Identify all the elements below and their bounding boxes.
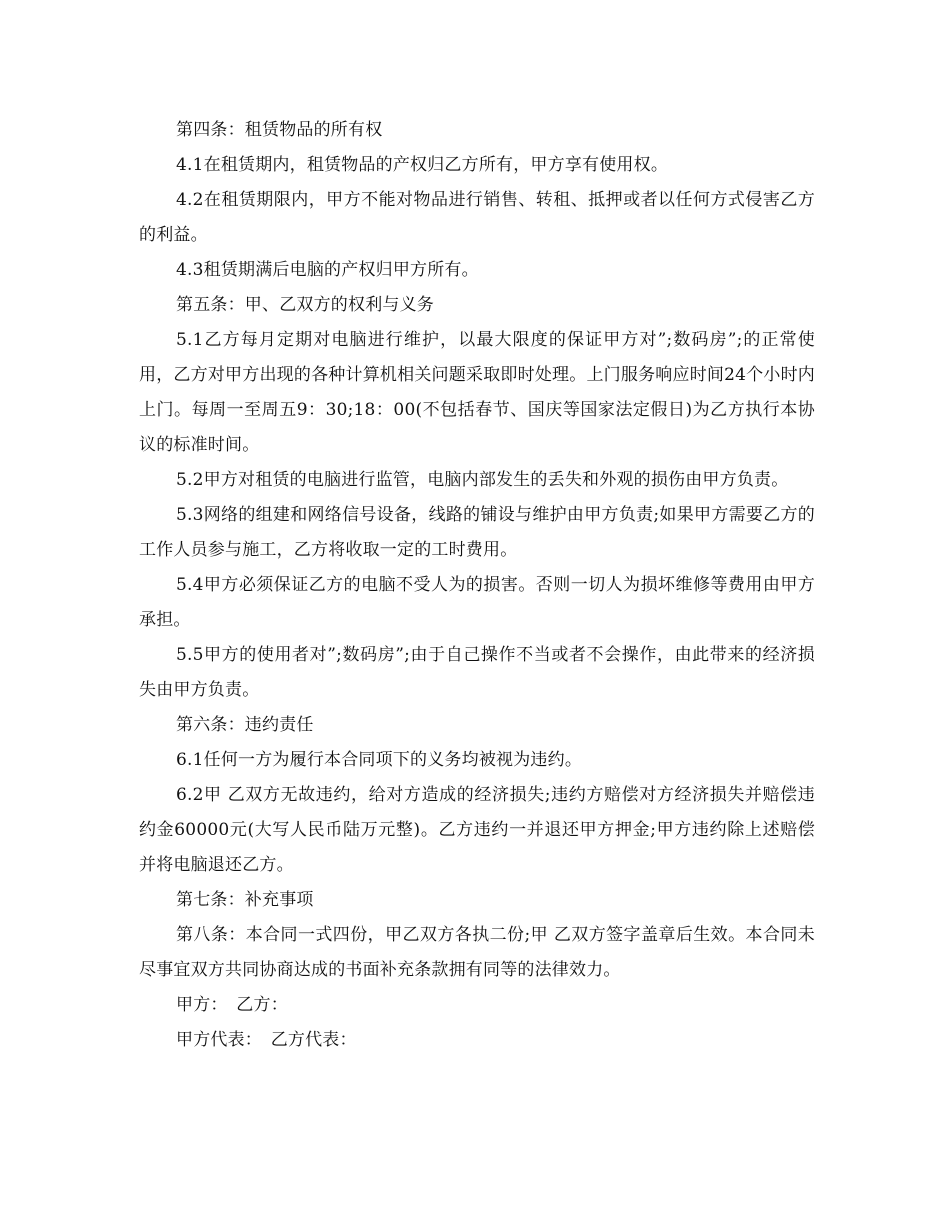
signature-parties-line: 甲方： 乙方：: [176, 995, 288, 1015]
signature-representatives-line: 甲方代表： 乙方代表：: [176, 1030, 357, 1050]
clause-5-4: 5.4甲方必须保证乙方的电脑不受人为的损害。否则一切人为损坏维修等费用由甲方承担。: [139, 575, 815, 630]
clause-6-1: 6.1任何一方为履行本合同项下的义务均被视为违约。: [176, 750, 583, 770]
clause-5-1: 5.1乙方每月定期对电脑进行维护，以最大限度的保证甲方对”;数码房”;的正常使用，乙方对甲方出现的各种计算机相关问题采取即时处理。上门服务响应时间24个小时内上门。每周一至周五9：30;18：00(不包括春节、国庆等国家法定假日)为乙方执行本协议的标准时间。: [139, 330, 815, 455]
clause-4-1: 4.1在租赁期内，租赁物品的产权归乙方所有，甲方享有使用权。: [176, 155, 669, 175]
clause-6-2: 6.2甲 乙双方无故违约，给对方造成的经济损失;违约方赔偿对方经济损失并赔偿违约金60000元(大写人民币陆万元整)。乙方违约一并退还甲方押金;甲方违约除上述赔偿并将电脑退还乙方。: [139, 785, 815, 875]
article-7-heading: 第七条：补充事项: [176, 890, 314, 910]
clause-5-3: 5.3网络的组建和网络信号设备，线路的铺设与维护由甲方负责;如果甲方需要乙方的工作人员参与施工，乙方将收取一定的工时费用。: [139, 505, 815, 560]
clause-4-2: 4.2在租赁期限内，甲方不能对物品进行销售、转租、抵押或者以任何方式侵害乙方的利益。: [139, 190, 815, 245]
article-8-text: 第八条：本合同一式四份，甲乙双方各执二份;甲 乙双方签字盖章后生效。本合同未尽事宜双方共同协商达成的书面补充条款拥有同等的法律效力。: [139, 925, 815, 980]
article-6-heading: 第六条：违约责任: [176, 715, 314, 735]
clause-5-2: 5.2甲方对租赁的电脑进行监管，电脑内部发生的丢失和外观的损伤由甲方负责。: [176, 470, 789, 490]
clause-5-5: 5.5甲方的使用者对”;数码房”;由于自己操作不当或者不会操作，由此带来的经济损失由甲方负责。: [139, 645, 815, 700]
article-5-heading: 第五条：甲、乙双方的权利与义务: [176, 295, 434, 315]
clause-4-3: 4.3租赁期满后电脑的产权归甲方所有。: [176, 260, 479, 280]
document-body: [139, 113, 815, 1058]
article-4-heading: 第四条：租赁物品的所有权: [176, 120, 383, 140]
